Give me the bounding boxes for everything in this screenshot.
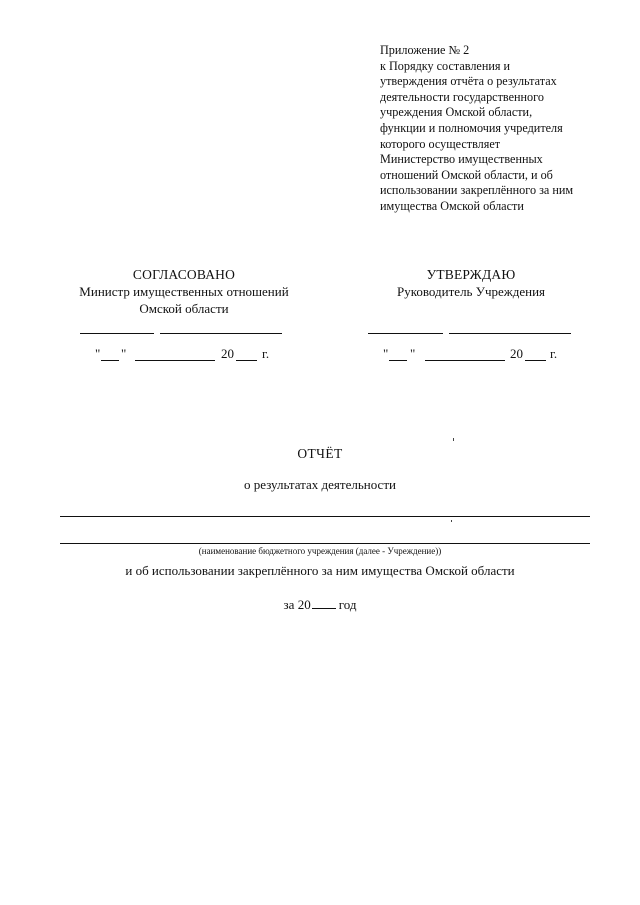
report-year-line: [0, 597, 640, 613]
agreed-month-field[interactable]: [135, 360, 215, 361]
agreed-organization: Омской области: [139, 301, 229, 316]
appendix-line: Министерство имущественных: [380, 152, 543, 167]
approved-date-quote-close: ": [410, 346, 416, 361]
agreed-year-suffix: г.: [262, 346, 270, 361]
approved-name-line[interactable]: [449, 333, 571, 334]
agreed-heading: СОГЛАСОВАНО: [132, 267, 236, 282]
report-subtitle: о результатах деятельности: [244, 477, 396, 492]
report-year-field[interactable]: [312, 597, 336, 609]
appendix-line: к Порядку составления и: [380, 58, 511, 73]
approved-month-field[interactable]: [425, 360, 505, 361]
approved-position: Руководитель Учреждения: [396, 284, 546, 299]
agreed-date-quote-close: ": [121, 346, 127, 361]
agreed-date-quote-open: ": [95, 346, 101, 361]
agreed-name-line[interactable]: [160, 333, 282, 334]
agreed-day-field[interactable]: [101, 360, 119, 361]
report-property-line: и об использовании закреплённого за ним имущества Омской области: [125, 563, 515, 578]
appendix-line: функции и полномочия учредителя: [380, 120, 563, 135]
appendix-line: которого осуществляет: [380, 136, 501, 151]
scan-speck: [451, 520, 452, 522]
appendix-line: имущества Омской области: [380, 198, 524, 213]
appendix-line: использовании закреплённого за ним: [380, 183, 574, 198]
appendix-line: утверждения отчёта о результатах: [380, 74, 557, 89]
institution-name-line-1[interactable]: [60, 516, 590, 517]
appendix-line: деятельности государственного: [380, 89, 544, 104]
approved-year-suffix: г.: [550, 346, 558, 361]
report-year-suffix: год: [338, 597, 357, 612]
appendix-line: отношений Омской области, и об: [380, 167, 553, 182]
approved-day-field[interactable]: [389, 360, 407, 361]
approved-signature-line[interactable]: [368, 333, 443, 334]
appendix-line: Приложение № 2: [380, 43, 470, 57]
approved-date-quote-open: ": [383, 346, 389, 361]
approval-block-approved: [345, 266, 597, 300]
agreed-year-prefix: 20: [221, 346, 234, 361]
approved-year-prefix: 20: [510, 346, 523, 361]
approved-year-field[interactable]: [525, 360, 546, 361]
agreed-position: Министр имущественных отношений: [79, 284, 289, 299]
institution-name-line-2[interactable]: [60, 543, 590, 544]
report-title: ОТЧЁТ: [297, 446, 343, 461]
approval-block-agreed: [60, 266, 308, 317]
agreed-year-field[interactable]: [236, 360, 257, 361]
appendix-line: учреждения Омской области,: [380, 105, 533, 120]
approved-heading: УТВЕРЖДАЮ: [426, 267, 516, 282]
scan-speck: [453, 438, 454, 441]
appendix-header: [380, 43, 620, 215]
report-year-prefix: за 20: [283, 597, 311, 612]
institution-name-hint: (наименование бюджетного учреждения (далее - Учреждение)): [198, 546, 442, 556]
agreed-signature-line[interactable]: [80, 333, 154, 334]
